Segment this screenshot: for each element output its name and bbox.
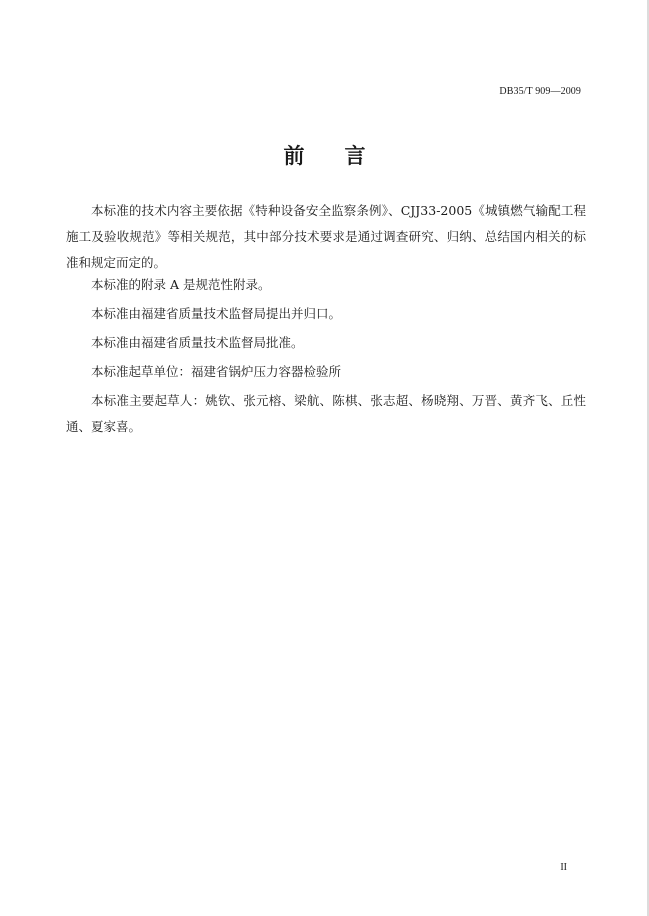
intro-paragraph: 本标准的技术内容主要依据《特种设备安全监察条例》、CJJ33-2005《城镇燃气输配工程施工及验收规范》等相关规范，其中部分技术要求是通过调查研究、归纳、总结国内相关的标准和规定而定的。 (66, 203, 586, 270)
statement-list (66, 272, 586, 443)
page-title: 前言 (283, 144, 406, 168)
annex-statement: 本标准的附录 A 是规范性附录。 (91, 277, 271, 292)
proposer-statement: 本标准由福建省质量技术监督局提出并归口。 (91, 306, 342, 321)
page-number: II (560, 862, 567, 873)
approval-statement: 本标准由福建省质量技术监督局批准。 (91, 335, 304, 350)
standard-code: DB35/T 909—2009 (499, 86, 581, 97)
drafters-statement: 本标准主要起草人：姚钦、张元榕、梁航、陈棋、张志超、杨晓翔、万晋、黄齐飞、丘性通、夏家喜。 (66, 393, 586, 434)
drafting-unit-statement: 本标准起草单位：福建省锅炉压力容器检验所 (91, 364, 342, 379)
